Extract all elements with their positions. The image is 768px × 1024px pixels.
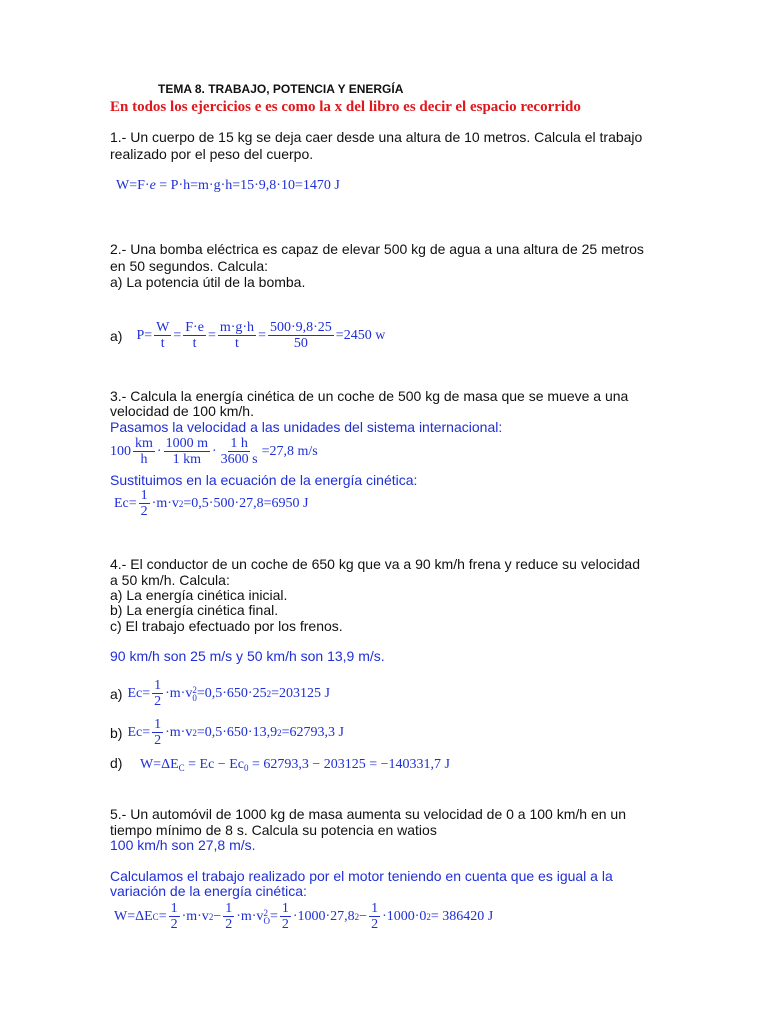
fraction: $\frac{1 h}{3600 s}$ [220,436,258,467]
ex2-formula: a) P= $\frac{W}{t}$ = $\frac{F\cdot e}{t}$ = $\frac{m\cdot g\cdot h}{t}$ = $\frac{500\cdot 9,8\cdot 25}{50}$ =2450 w [110,320,386,351]
ex2-statement-line1: 2.- Una bomba eléctrica es capaz de elevar 500 kg de agua a una altura de 25 metros [110,241,644,257]
ex5-statement-line1: 5.- Un automóvil de 1000 kg de masa aumenta su velocidad de 0 a 100 km/h en un [110,806,626,822]
ex3-explanation-substitute: Sustituimos en la ecuación de la energía cinética: [110,472,418,488]
ex1-statement-line2: realizado por el peso del cuerpo. [110,146,314,162]
ex5-work-formula: W=ΔE C = $\frac{1}{2}$ ·m·v 2 − $\frac{1}{2}$ ·m·v 2 O = $\frac{1}{2}$ ·1000·27,8 2 − $\frac{1}{2}$ ·1000·0 2 = 386420 J [114,901,494,932]
ex5-statement-line2: tiempo mínimo de 8 s. Calcula su potencia en watios [110,822,437,838]
ex2-question-a: a) La potencia útil de la bomba. [110,274,306,290]
ex5-explanation-line1: Calculamos el trabajo realizado por el motor teniendo en cuenta que es igual a la [110,868,613,884]
ex5-conversion-note: 100 km/h son 27,8 m/s. [110,837,256,853]
ex4-statement-line2: a 50 km/h. Calcula: [110,572,230,588]
ex4-formula-d: d) $W=\Delta E_C = Ec - Ec_0 = 62793,3 - 203125 = -140331,7$ J [110,755,450,773]
ex4-formula-a: a) Ec= $\frac{1}{2}$ ·m·v 2 0 =0,5·650·25 2 =203125 J [110,678,330,709]
fraction: $\frac{1}{2}$ [140,488,148,519]
ex4-statement-line1: 4.- El conductor de un coche de 650 kg que va a 90 km/h frena y reduce su velocidad [110,556,640,572]
fraction: $\frac{m\cdot g\cdot h}{t}$ [219,320,255,351]
ex3-kinetic-formula: Ec= $\frac{1}{2}$ ·m·v 2 =0,5·500·27,8=6950 J [114,488,309,519]
ex4-question-b: b) La energía cinética final. [110,602,279,618]
ex3-explanation-units: Pasamos la velocidad a las unidades del sistema internacional: [110,419,503,435]
ex4-question-c: c) El trabajo efectuado por los frenos. [110,618,343,634]
ex3-conversion-formula: 100 $\frac{km}{h}$ · $\frac{1000 m}{1 km}$ · $\frac{1 h}{3600 s}$ =27,8 m/s [110,436,318,467]
ex2-statement-line2: en 50 segundos. Calcula: [110,258,268,274]
fraction: $\frac{1}{2}$ [281,901,289,932]
fraction: $\frac{1}{2}$ [225,901,233,932]
fraction: $\frac{km}{h}$ [135,436,153,467]
ex4-formula-b: b) Ec= $\frac{1}{2}$ ·m·v 2 =0,5·650·13,9 2 =62793,3 J [110,717,344,748]
fraction: $\frac{1}{2}$ [154,717,162,748]
ex1-formula: W=F·e = P·h=m·g·h=15·9,8·10=1470 J [116,178,340,193]
fraction: $\frac{1}{2}$ [170,901,178,932]
fraction: $\frac{1}{2}$ [371,901,379,932]
ex4-question-a: a) La energía cinética inicial. [110,587,288,603]
header-note: En todos los ejercicios e es como la x del libro es decir el espacio recorrido [110,99,581,115]
fraction: $\frac{W}{t}$ [156,320,170,351]
ex3-statement-line2: velocidad de 100 km/h. [110,403,254,419]
page-title: TEMA 8. TRABAJO, POTENCIA Y ENERGÍA [158,82,404,96]
ex1-statement-line1: 1.- Un cuerpo de 15 kg se deja caer desde una altura de 10 metros. Calcula el trabajo [110,129,643,145]
ex4-conversion-note: 90 km/h son 25 m/s y 50 km/h son 13,9 m/s. [110,648,385,664]
ex3-statement-line1: 3.- Calcula la energía cinética de un coche de 500 kg de masa que se mueve a una [110,388,629,404]
fraction: $\frac{500\cdot 9,8\cdot 25}{50}$ [269,320,332,351]
fraction: $\frac{F\cdot e}{t}$ [185,320,204,351]
ex5-explanation-line2: variación de la energía cinética: [110,883,307,899]
fraction: $\frac{1000 m}{1 km}$ [165,436,208,467]
fraction: $\frac{1}{2}$ [154,678,162,709]
